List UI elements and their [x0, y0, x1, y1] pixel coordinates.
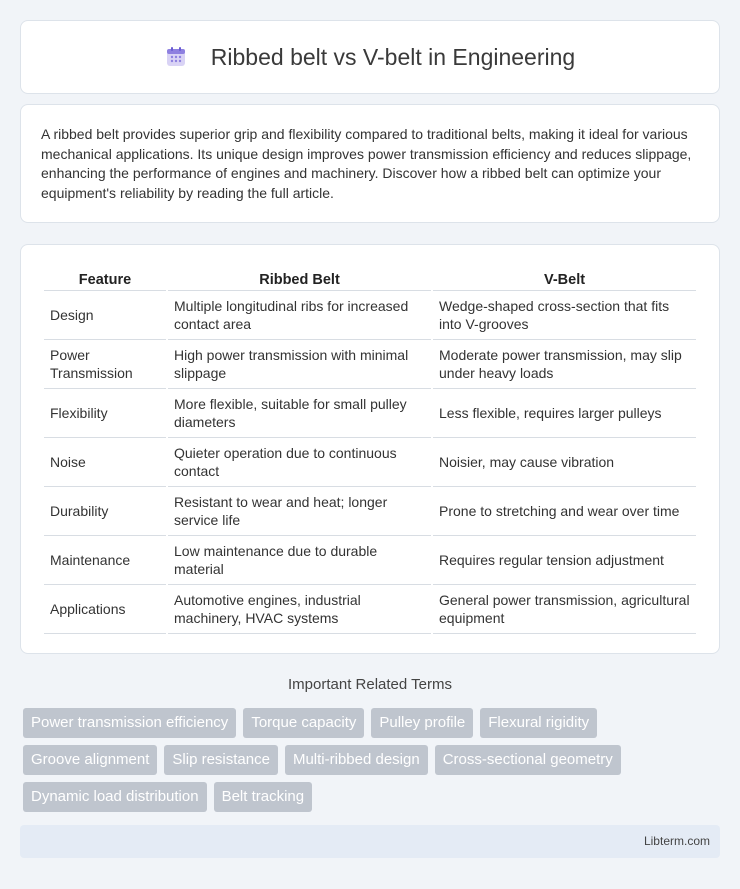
table-row	[44, 487, 696, 536]
table-row	[44, 291, 696, 340]
tag-torque-capacity[interactable]: Torque capacity	[243, 708, 364, 738]
table-cell: Wedge-shaped cross-section that fits into V-grooves	[433, 291, 696, 340]
tag-groove-alignment[interactable]: Groove alignment	[23, 745, 157, 775]
column-header-feature: Feature	[44, 265, 166, 291]
column-header-ribbed-belt: Ribbed Belt	[168, 265, 431, 291]
table-row	[44, 536, 696, 585]
table-cell: Moderate power transmission, may slip under heavy loads	[433, 340, 696, 389]
table-cell: Resistant to wear and heat; longer service life	[168, 487, 431, 536]
table-header-row	[44, 265, 696, 291]
table-cell: Durability	[44, 487, 166, 536]
table-cell: Flexibility	[44, 389, 166, 438]
calendar-icon	[165, 46, 187, 68]
table-cell: Less flexible, requires larger pulleys	[433, 389, 696, 438]
table-cell: High power transmission with minimal slippage	[168, 340, 431, 389]
tag-multi-ribbed-design[interactable]: Multi-ribbed design	[285, 745, 428, 775]
table-cell: Applications	[44, 585, 166, 634]
intro-text: A ribbed belt provides superior grip and flexibility compared to traditional belts, making it ideal for various mechanical applications. Its unique design improves power transmission efficiency and reduces slippage, enhancing the performance of engines and machinery. Discover how a ribbed belt can optimize your equipment's reliability by reading the full article.	[41, 126, 692, 201]
comparison-table	[42, 265, 698, 634]
header-card	[20, 20, 720, 94]
table-cell: Low maintenance due to durable material	[168, 536, 431, 585]
footer	[20, 825, 720, 858]
table-cell: Prone to stretching and wear over time	[433, 487, 696, 536]
column-header-v-belt: V-Belt	[433, 265, 696, 291]
table-cell: General power transmission, agricultural equipment	[433, 585, 696, 634]
tag-pulley-profile[interactable]: Pulley profile	[371, 708, 473, 738]
table-cell: Noisier, may cause vibration	[433, 438, 696, 487]
tag-power-transmission-efficiency[interactable]: Power transmission efficiency	[23, 708, 236, 738]
table-cell: Noise	[44, 438, 166, 487]
footer-site-link[interactable]: Libterm.com	[643, 834, 710, 848]
related-terms-title: Important Related Terms	[288, 676, 452, 693]
related-terms-section	[20, 676, 720, 812]
table-cell: Automotive engines, industrial machinery, HVAC systems	[168, 585, 431, 634]
table-row	[44, 389, 696, 438]
table-cell: Maintenance	[44, 536, 166, 585]
page-title: Ribbed belt vs V-belt in Engineering	[210, 43, 576, 70]
table-cell: Power Transmission	[44, 340, 166, 389]
table-row	[44, 438, 696, 487]
table-row	[44, 340, 696, 389]
table-row	[44, 585, 696, 634]
tag-dynamic-load-distribution[interactable]: Dynamic load distribution	[23, 782, 207, 812]
tag-slip-resistance[interactable]: Slip resistance	[164, 745, 278, 775]
table-cell: More flexible, suitable for small pulley diameters	[168, 389, 431, 438]
intro-card	[20, 104, 720, 223]
tag-belt-tracking[interactable]: Belt tracking	[214, 782, 313, 812]
related-terms-tags	[20, 708, 720, 812]
table-cell: Design	[44, 291, 166, 340]
comparison-table-card	[20, 244, 720, 654]
tag-cross-sectional-geometry[interactable]: Cross-sectional geometry	[435, 745, 621, 775]
tag-flexural-rigidity[interactable]: Flexural rigidity	[480, 708, 597, 738]
table-cell: Requires regular tension adjustment	[433, 536, 696, 585]
table-cell: Quieter operation due to continuous contact	[168, 438, 431, 487]
table-cell: Multiple longitudinal ribs for increased contact area	[168, 291, 431, 340]
